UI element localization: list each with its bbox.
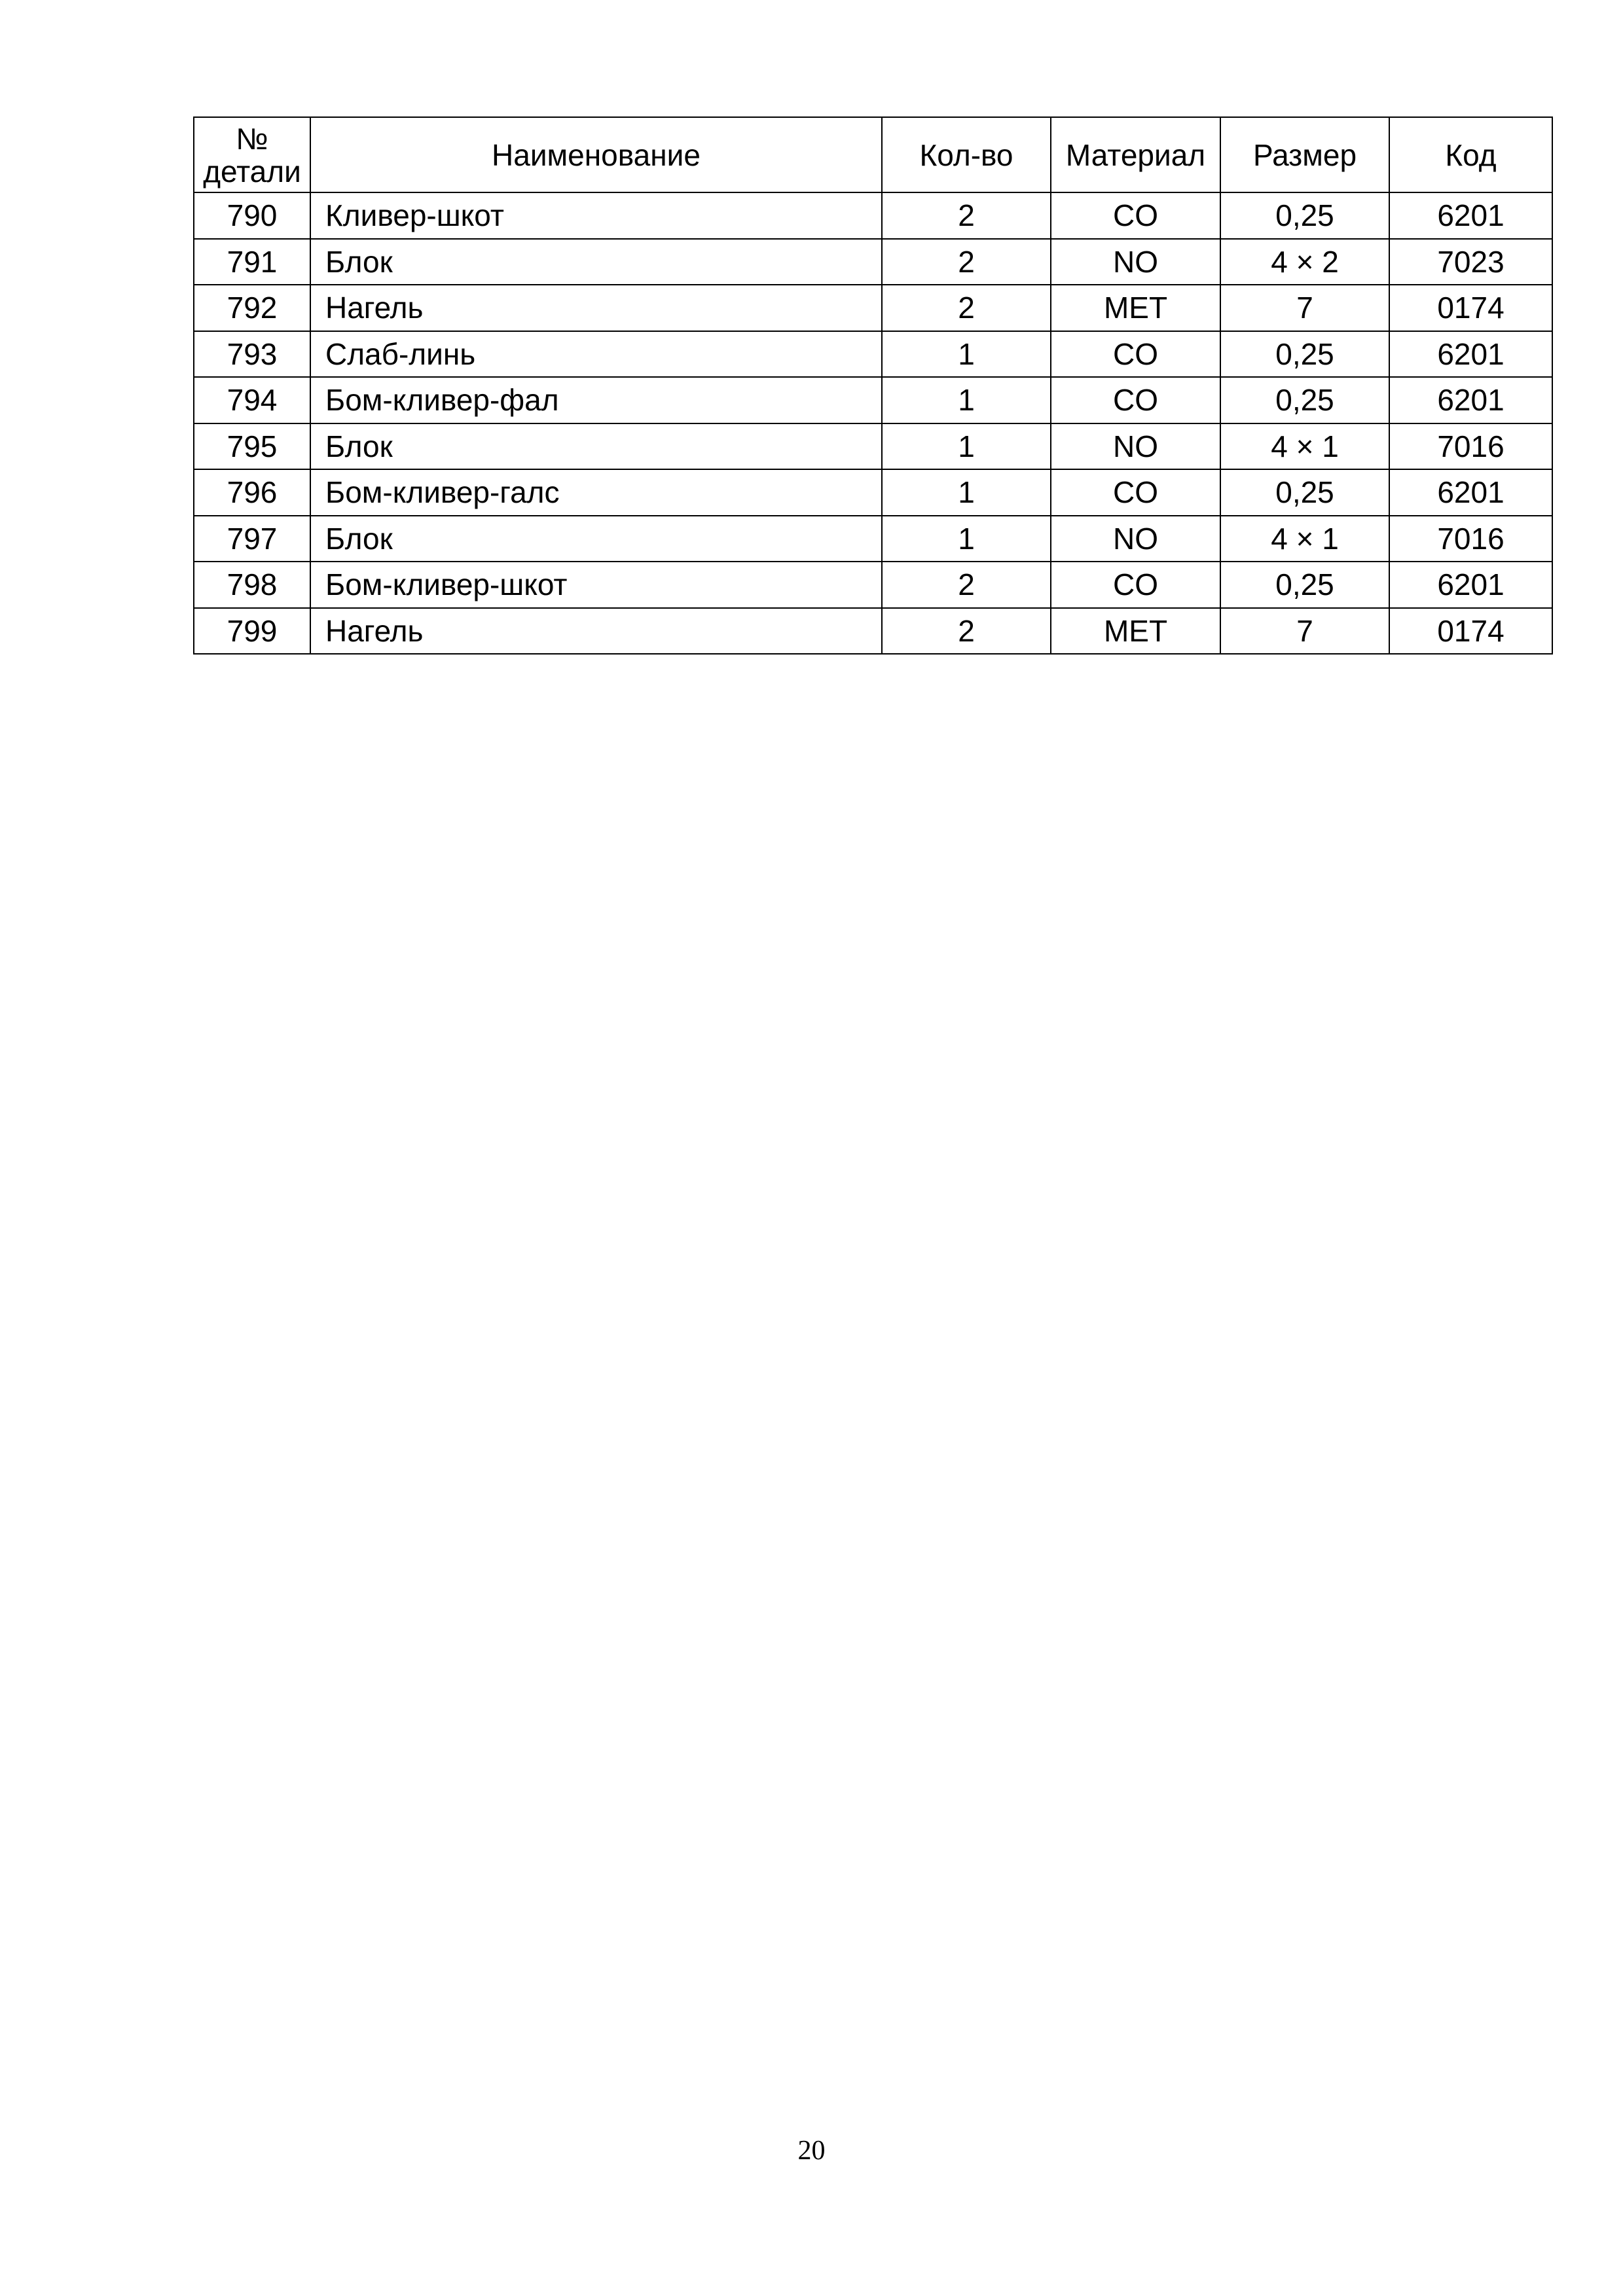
cell-code: 7016 [1389,516,1552,562]
cell-quantity: 2 [882,285,1051,331]
cell-part-number: 790 [194,192,310,239]
cell-name: Кливер-шкот [310,192,882,239]
parts-table [193,117,1553,655]
cell-quantity: 2 [882,562,1051,608]
cell-part-number: 795 [194,423,310,470]
cell-material: MET [1051,285,1220,331]
cell-material: NO [1051,239,1220,285]
cell-part-number: 791 [194,239,310,285]
table-row [194,285,1552,331]
cell-quantity: 1 [882,331,1051,378]
header-part-number-line2: детали [203,154,301,188]
cell-code: 6201 [1389,377,1552,423]
cell-size: 4 × 1 [1220,423,1389,470]
cell-code: 6201 [1389,562,1552,608]
cell-material: CO [1051,331,1220,378]
cell-size: 0,25 [1220,331,1389,378]
cell-quantity: 2 [882,239,1051,285]
cell-name: Нагель [310,608,882,655]
cell-code: 0174 [1389,608,1552,655]
cell-name: Блок [310,516,882,562]
cell-quantity: 2 [882,192,1051,239]
cell-code: 7023 [1389,239,1552,285]
cell-size: 0,25 [1220,192,1389,239]
cell-code: 0174 [1389,285,1552,331]
table-row [194,377,1552,423]
cell-material: CO [1051,192,1220,239]
cell-name: Нагель [310,285,882,331]
cell-part-number: 792 [194,285,310,331]
header-name: Наименование [310,117,882,192]
cell-size: 0,25 [1220,469,1389,516]
cell-name: Бом-кливер-галс [310,469,882,516]
header-quantity: Кол-во [882,117,1051,192]
cell-name: Блок [310,239,882,285]
cell-part-number: 796 [194,469,310,516]
cell-size: 0,25 [1220,562,1389,608]
cell-material: CO [1051,469,1220,516]
table-header-row [194,117,1552,192]
cell-material: CO [1051,377,1220,423]
cell-quantity: 1 [882,469,1051,516]
table-row [194,423,1552,470]
cell-code: 6201 [1389,331,1552,378]
table-row [194,192,1552,239]
table-row [194,239,1552,285]
table-row [194,608,1552,655]
cell-size: 7 [1220,608,1389,655]
cell-size: 7 [1220,285,1389,331]
cell-quantity: 1 [882,423,1051,470]
cell-material: NO [1051,516,1220,562]
cell-part-number: 798 [194,562,310,608]
cell-name: Бом-кливер-фал [310,377,882,423]
cell-part-number: 794 [194,377,310,423]
cell-part-number: 797 [194,516,310,562]
cell-part-number: 793 [194,331,310,378]
cell-part-number: 799 [194,608,310,655]
cell-size: 4 × 1 [1220,516,1389,562]
cell-material: NO [1051,423,1220,470]
cell-quantity: 2 [882,608,1051,655]
header-code: Код [1389,117,1552,192]
cell-code: 7016 [1389,423,1552,470]
cell-material: CO [1051,562,1220,608]
cell-material: MET [1051,608,1220,655]
table-row [194,562,1552,608]
table-row [194,331,1552,378]
cell-quantity: 1 [882,377,1051,423]
cell-name: Бом-кливер-шкот [310,562,882,608]
header-size: Размер [1220,117,1389,192]
page-number: 20 [797,2136,826,2166]
table-row [194,516,1552,562]
cell-name: Блок [310,423,882,470]
header-part-number-line1: № [236,121,268,156]
cell-code: 6201 [1389,192,1552,239]
header-part-number [194,117,310,192]
table-row [194,469,1552,516]
cell-name: Слаб-линь [310,331,882,378]
cell-quantity: 1 [882,516,1051,562]
cell-code: 6201 [1389,469,1552,516]
cell-size: 4 × 2 [1220,239,1389,285]
header-material: Материал [1051,117,1220,192]
cell-size: 0,25 [1220,377,1389,423]
